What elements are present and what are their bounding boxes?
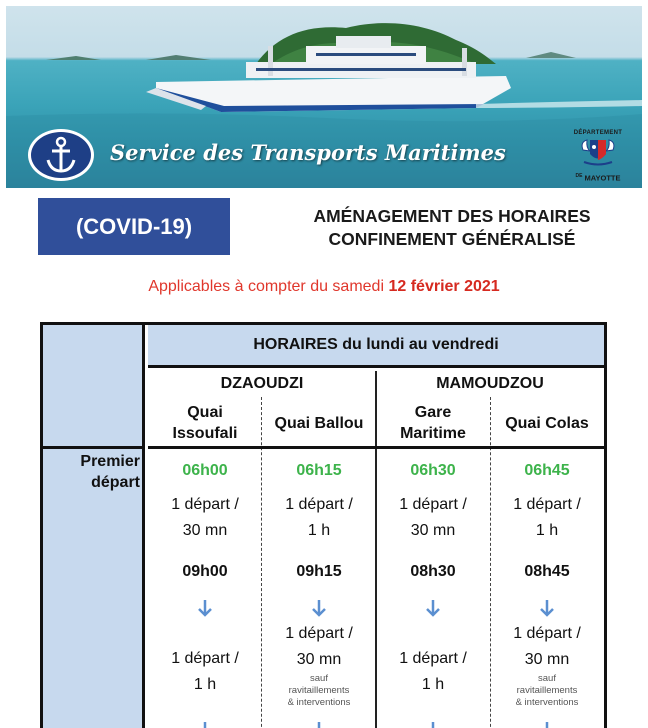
first-departure-time: 06h45 (524, 462, 570, 479)
department-label: DÉPARTEMENT (573, 130, 623, 136)
arrow-down-icon (490, 721, 604, 728)
gare-maritime: Gare Maritime (400, 404, 466, 442)
frequency: 1 départ / 1 h (399, 650, 467, 693)
anchor-emblem-icon (28, 129, 94, 181)
arrow-down-icon (376, 595, 490, 621)
row-label-first-departure: Premier départ (80, 453, 140, 491)
service-exception-note: sauf ravitaillements & interventions (515, 673, 579, 708)
header-divider (148, 446, 604, 449)
row-label-column (43, 325, 145, 728)
headline (262, 205, 642, 251)
first-departure-time: 06h00 (182, 462, 228, 479)
applicable-date: 12 février 2021 (388, 278, 500, 295)
headline-line-2: CONFINEMENT GÉNÉRALISÉ (328, 229, 576, 249)
period-end-time: 09h00 (182, 563, 228, 580)
frequency: 1 départ / 30 mn (285, 625, 353, 668)
covid-badge: (COVID-19) (38, 198, 230, 255)
frequency: 1 départ / 30 mn (171, 496, 239, 539)
frequency: 1 départ / 30 mn (513, 625, 581, 668)
arrow-down-icon (262, 595, 376, 621)
headline-line-1: AMÉNAGEMENT DES HORAIRES (313, 206, 591, 226)
arrow-down-icon (148, 721, 262, 728)
applicable-date-notice (0, 278, 648, 296)
banner-title: Service des Transports Maritimes (110, 140, 506, 165)
timetable (40, 322, 607, 728)
row-divider (43, 446, 142, 449)
header-banner (6, 6, 642, 188)
department-name: $^{DE}$ MAYOTTE (575, 173, 621, 183)
period-end-time: 08h45 (524, 563, 570, 580)
timetable-header: HORAIRES du lundi au vendredi (148, 325, 604, 368)
quai-issoufali: Quai Issoufali (172, 404, 238, 442)
first-departure-time: 06h15 (296, 462, 342, 479)
quai-colas: Quai Colas (505, 415, 589, 432)
frequency: 1 départ / 30 mn (399, 496, 467, 539)
period-end-time: 08h30 (410, 563, 456, 580)
first-departure-time: 06h30 (410, 462, 456, 479)
arrow-down-icon (376, 721, 490, 728)
frequency: 1 départ / 1 h (513, 496, 581, 539)
frequency: 1 départ / 1 h (171, 650, 239, 693)
arrow-down-icon (148, 595, 262, 621)
frequency: 1 départ / 1 h (285, 496, 353, 539)
service-exception-note: sauf ravitaillements & interventions (287, 673, 351, 708)
mayotte-crest-icon (578, 136, 618, 168)
quai-ballou: Quai Ballou (274, 415, 364, 432)
zone-dzaoudzi: DZAOUDZI (220, 375, 304, 392)
period-end-time: 09h15 (296, 563, 342, 580)
arrow-down-icon (262, 721, 376, 728)
arrow-down-icon (490, 595, 604, 621)
department-logo (567, 130, 629, 184)
applicable-prefix: Applicables à compter du samedi (148, 278, 385, 295)
zone-mamoudzou: MAMOUDZOU (436, 375, 544, 392)
